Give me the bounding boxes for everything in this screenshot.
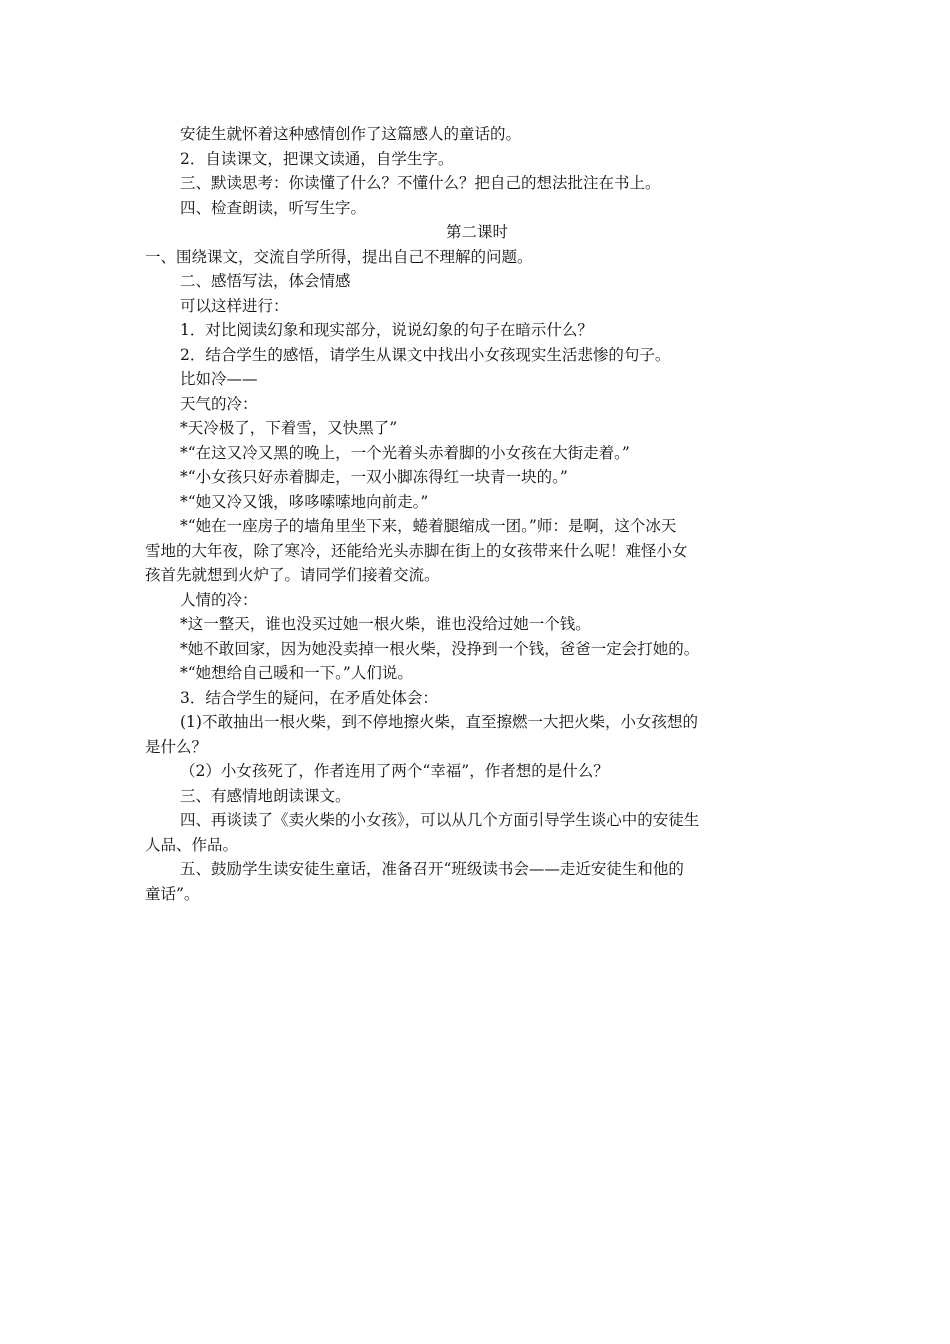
paragraph-line: 二、感悟写法，体会情感 <box>180 272 351 290</box>
quote-line: *“她在一座房子的墙角里坐下来，蜷着腿缩成一团。”师：是啊，这个冰天 <box>180 517 677 535</box>
paragraph-line: 四、再谈读了《卖火柴的小女孩》，可以从几个方面引导学生谈心中的安徒生 <box>180 811 700 829</box>
paragraph-line: 安徒生就怀着这种感情创作了这篇感人的童话的。 <box>180 125 522 143</box>
quote-line: *她不敢回家，因为她没卖掉一根火柴，没挣到一个钱，爸爸一定会打她的。 <box>180 639 700 658</box>
paragraph-line: 童话”。 <box>145 884 200 903</box>
paragraph-line: 一、围绕课文，交流自学所得，提出自己不理解的问题。 <box>145 247 533 266</box>
paragraph-line: 2．结合学生的感悟，请学生从课文中找出小女孩现实生活悲惨的句子。 <box>180 345 671 364</box>
quote-line: *“小女孩只好赤着脚走，一双小脚冻得红一块青一块的。” <box>180 468 568 486</box>
quote-line: *这一整天，谁也没买过她一根火柴，谁也没给过她一个钱。 <box>180 615 591 633</box>
document-body <box>145 122 809 906</box>
paragraph-line: 3．结合学生的疑问，在矛盾处体会： <box>180 688 438 707</box>
paragraph-line: 人品、作品。 <box>145 835 239 854</box>
paragraph-line: 三、有感情地朗读课文。 <box>180 786 351 805</box>
paragraph-line: 人情的冷： <box>180 590 258 609</box>
paragraph-line: 可以这样进行： <box>180 296 289 315</box>
paragraph-line: 是什么？ <box>145 737 208 756</box>
quote-line: *“在这又冷又黑的晚上，一个光着头赤着脚的小女孩在大街走着。” <box>180 443 630 462</box>
section-heading: 第二课时 <box>445 223 508 241</box>
paragraph-line: 三、默读思考：你读懂了什么？不懂什么？把自己的想法批注在书上。 <box>180 174 661 192</box>
paragraph-line: 2．自读课文，把课文读通，自学生字。 <box>180 149 454 168</box>
paragraph-line: 五、鼓励学生读安徒生童话，准备召开“班级读书会——走近安徒生和他的 <box>180 860 684 878</box>
quote-line: *天冷极了，下着雪，又快黑了” <box>180 419 398 437</box>
quote-line: *“她又冷又饿，哆哆嗦嗦地向前走。” <box>180 492 429 511</box>
quote-line: *“她想给自己暖和一下。”人们说。 <box>180 664 413 682</box>
paragraph-line: 孩首先就想到火炉了。请同学们接着交流。 <box>145 566 440 584</box>
paragraph-line: 雪地的大年夜，除了寒冷，还能给光头赤脚在街上的女孩带来什么呢！难怪小女 <box>145 541 688 560</box>
paragraph-line: (1)不敢抽出一根火柴，到不停地擦火柴，直至擦燃一大把火柴，小女孩想的 <box>180 713 698 731</box>
paragraph-line: 四、检查朗读，听写生字。 <box>180 198 367 217</box>
paragraph-line: 1．对比阅读幻象和现实部分，说说幻象的句子在暗示什么？ <box>180 321 593 339</box>
paragraph-line: 比如冷—— <box>180 370 258 388</box>
paragraph-line: 天气的冷： <box>180 394 258 413</box>
paragraph-line: （2）小女孩死了，作者连用了两个“幸福”，作者想的是什么？ <box>180 762 609 780</box>
